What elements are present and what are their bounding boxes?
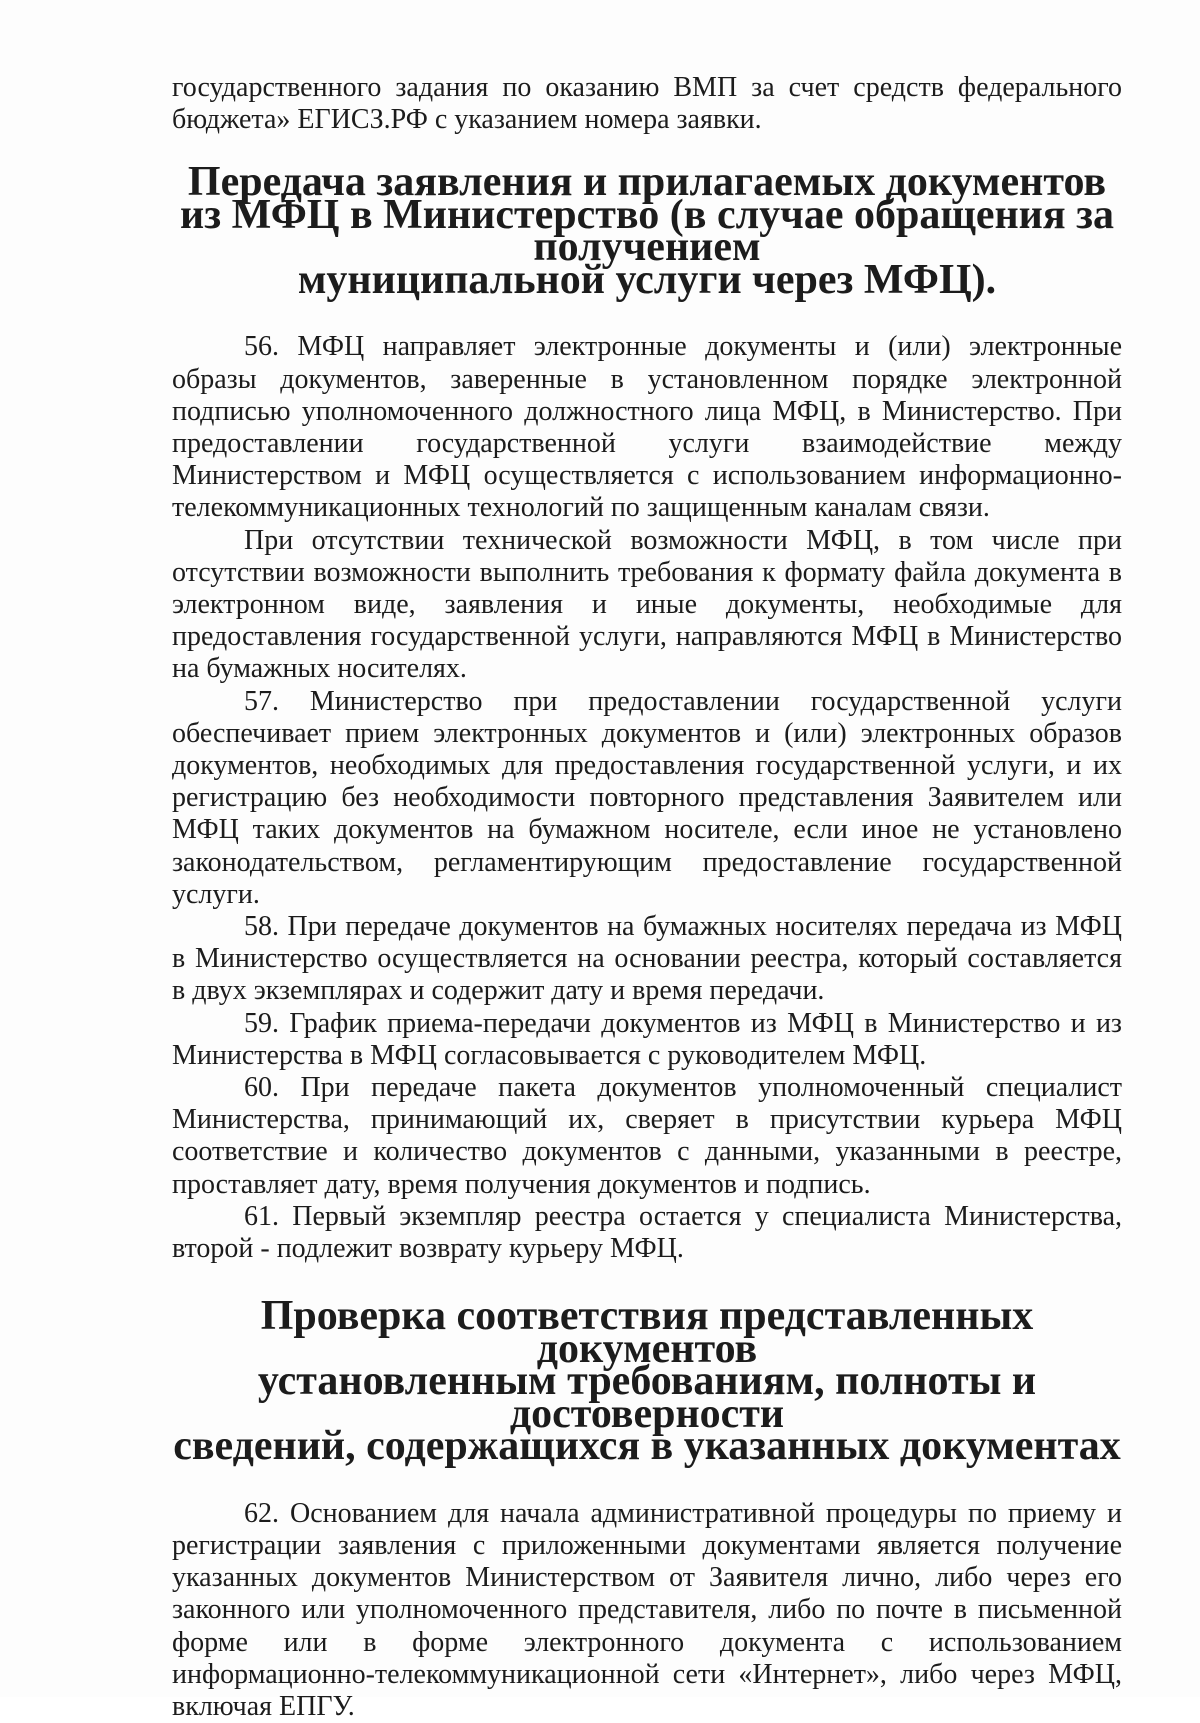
document-body <box>172 72 1122 1723</box>
section-heading-transfer <box>172 159 1122 303</box>
paragraph-61: 61. Первый экземпляр реестра остается у специалиста Министерства, второй - подлежит возврату курьеру МФЦ. <box>172 1200 1122 1265</box>
paragraph-56-continued: При отсутствии технической возможности МФЦ, в том числе при отсутствии возможности выполнить требования к формату файла документа в электронном виде, заявления и иные документы, необходимые для предоставления государственной услуги, направляются МФЦ в Министерство на бумажных носителях. <box>172 524 1122 685</box>
paragraph-60: 60. При передаче пакета документов уполномоченный специалист Министерства, принимающий их, сверяет в присутствии курьера МФЦ соответствие и количество документов с данными, указанными в реестре, проставляет дату, время получения документов и подпись. <box>172 1072 1122 1200</box>
heading-line: муниципальной услуги через МФЦ). <box>297 256 997 303</box>
heading-line: Проверка соответствия представленных документов <box>260 1293 1034 1372</box>
paragraph-56: 56. МФЦ направляет электронные документы и (или) электронные образы документов, заверенные в установленном порядке электронной подписью уполномоченного должностного лица МФЦ, в Министерство. При предоставлении государственной услуги взаимодействие между Министерством и МФЦ осуществляется с использованием информационно-телекоммуникационных технологий по защищенным каналам связи. <box>172 331 1122 524</box>
paragraph-62: 62. Основанием для начала административной процедуры по приему и регистрации заявления с приложенными документами является получение указанных документов Министерством от Заявителя лично, либо через его законного или уполномоченного представителя, либо по почте в письменной форме или в форме электронного документа с использованием информационно-телекоммуникационной сети «Интернет», либо через МФЦ, включая ЕПГУ. <box>172 1497 1122 1723</box>
paragraph-57: 57. Министерство при предоставлении государственной услуги обеспечивает прием электронных документов и (или) электронных образов документов, необходимых для предоставления государственной услуги, и их регистрацию без необходимости повторного представления Заявителем или МФЦ таких документов на бумажном носителе, если иное не установлено законодательством, регламентирующим предоставление государственной услуги. <box>172 685 1122 910</box>
heading-line: из МФЦ в Министерство (в случае обращения за получением <box>180 191 1114 271</box>
intro-paragraph: государственного задания по оказанию ВМП за счет средств федерального бюджета» ЕГИСЗ.РФ с указанием номера заявки. <box>172 72 1122 136</box>
heading-line: сведений, содержащихся в указанных документах <box>173 1423 1121 1470</box>
heading-line: Передача заявления и прилагаемых документов <box>187 159 1107 206</box>
paragraph-59: 59. График приема-передачи документов из МФЦ в Министерство и из Министерства в МФЦ согласовывается с руководителем МФЦ. <box>172 1007 1122 1071</box>
paragraph-58: 58. При передаче документов на бумажных носителях передача из МФЦ в Министерство осуществляется на основании реестра, который составляется в двух экземплярах и содержит дату и время передачи. <box>172 911 1122 1007</box>
heading-line: установленным требованиям, полноты и достоверности <box>257 1358 1037 1437</box>
section-heading-verification <box>172 1293 1122 1470</box>
